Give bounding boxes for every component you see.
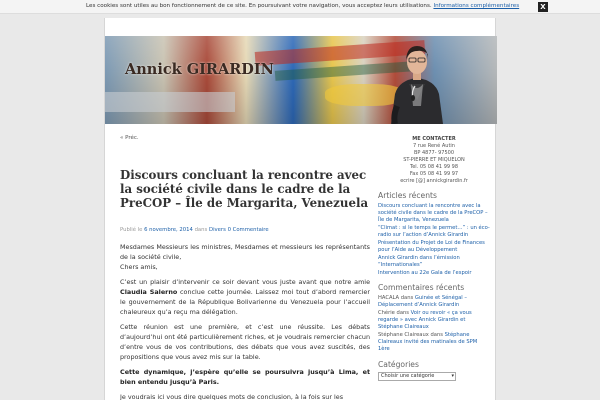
contact-line: Fax 05 08 41 99 97 [409, 171, 459, 177]
contact-line: Tel. 05 08 41 99 98 [409, 164, 459, 170]
post-body [120, 242, 370, 400]
paragraph-strong-text: Cette dynamique, j’espère qu’elle se poursuivra jusqu’à Lima, et bien entendu jusqu’à Paris. [120, 368, 370, 386]
cookie-close-button[interactable]: X [538, 2, 548, 12]
comment-sep: dans [400, 295, 414, 302]
categories-title: Catégories [378, 359, 419, 369]
paragraph [120, 242, 370, 272]
recent-posts-title: Articles récents [378, 191, 437, 200]
categories-select-value: Choisir une catégorie [381, 372, 435, 379]
recent-comments-title: Commentaires récents [378, 283, 465, 293]
comment-sep: dans [396, 309, 409, 316]
sidebar [378, 132, 490, 381]
portrait-image [387, 36, 447, 124]
recent-comment [378, 310, 490, 332]
paragraph-strong [120, 367, 370, 387]
recent-comment [378, 332, 490, 354]
paragraph: Cette réunion est une première, et c’est une réussite. Les débats d’aujourd’hui ont été particulièrement riches, et je voudrais remercier chacun d’entre vous de vos contributions, des débats que vous avez suscités, des propositions que vous avez mis sur la table. [120, 323, 370, 361]
category-label: dans [194, 227, 208, 233]
published-label: Publié le [120, 227, 143, 233]
comment-author: Stéphane Claireaux [378, 332, 429, 339]
paragraph-text: conclue cette journée. Laissez moi tout d’abord remercier le gouvernement de la République Bolivarienne du Venezuela pour l’accueil chaleureux qu’a reçu ma délégation. [120, 288, 370, 316]
recent-comments-list [378, 295, 490, 354]
page-wrapper [104, 18, 496, 400]
contact-title: ME CONTACTER [412, 136, 456, 142]
recent-post-link[interactable]: Intervention au 22e Gala de l’espoir [378, 269, 472, 276]
site-header [105, 36, 497, 124]
post-category-link[interactable]: Divers [208, 227, 226, 233]
site-title[interactable]: Annick GIRARDIN [125, 61, 274, 78]
cookie-info-link[interactable]: Informations complémentaires [433, 3, 520, 9]
paragraph-text: Mesdames Messieurs les ministres, Mesdames et messieurs les représentants de la société civile, [120, 243, 370, 261]
contact-widget [378, 136, 490, 185]
recent-posts-list [378, 203, 490, 277]
header-decoration [105, 92, 235, 112]
paragraph [120, 277, 370, 317]
comment-author: HACALA [378, 295, 400, 302]
post-date-link[interactable]: 6 novembre, 2014 [144, 227, 193, 233]
cookie-text: Les cookies sont utiles au bon fonctionnement de ce site. En poursuivant votre navigation, vous acceptez leurs utilisations. [86, 3, 432, 9]
post-title[interactable]: Discours concluant la rencontre avec la société civile dans le cadre de la PreCOP – Île de Margarita, Venezuela [120, 168, 369, 211]
contact-line: ST-PIERRE ET MIQUELON [403, 157, 465, 163]
paragraph: Je voudrais ici vous dire quelques mots de conclusion, à la fois sur les [120, 393, 344, 400]
comment-target-link[interactable]: Voir ou revoir « ça vous regarde » avec Annick Girardin et Stéphane Claireaux [378, 309, 472, 331]
comment-target-link[interactable]: Stéphane Claireaux invité des matinales de SPM 1ère [378, 332, 478, 353]
previous-post-link[interactable]: « Préc. [120, 135, 139, 141]
cookie-banner [0, 0, 600, 14]
contact-email[interactable]: ecrire [@] annickgirardin.fr [400, 178, 468, 184]
recent-post-link[interactable]: Présentation du Projet de Loi de Finances pour l’Aide au Développement [378, 240, 485, 254]
contact-line: BP 4877- 97500 [413, 150, 455, 156]
contact-line: 7 rue René Autin [413, 143, 455, 149]
comment-author: Chérie [378, 309, 395, 316]
cookie-message [86, 3, 519, 9]
recent-post-link[interactable]: Discours concluant la rencontre avec la société civile dans le cadre de la PreCOP – Île de Margarita, Venezuela [378, 203, 488, 224]
paragraph-strong: Claudia Salerno [120, 288, 178, 296]
chevron-down-icon: ▾ [451, 372, 454, 379]
paragraph-text: C’est un plaisir d’intervenir ce soir devant vous juste avant que notre amie [120, 278, 370, 286]
paragraph-text: Chers amis, [120, 263, 158, 271]
recent-post-link[interactable]: Annick Girardin dans l’émission “Internationales” [378, 254, 460, 269]
comment-target-link[interactable]: Guinée et Sénégal – Déplacement d’Annick Girardin [378, 295, 467, 309]
comments-link[interactable]: 0 Commentaire [227, 227, 269, 233]
comment-sep: dans [430, 332, 443, 339]
recent-comment [378, 295, 490, 309]
categories-select[interactable] [378, 372, 456, 381]
recent-post-link[interactable]: “Climat : si le temps le permet…” : un éco-radio sur l’action d’Annick Girardin [378, 225, 490, 239]
post-meta [120, 227, 269, 233]
